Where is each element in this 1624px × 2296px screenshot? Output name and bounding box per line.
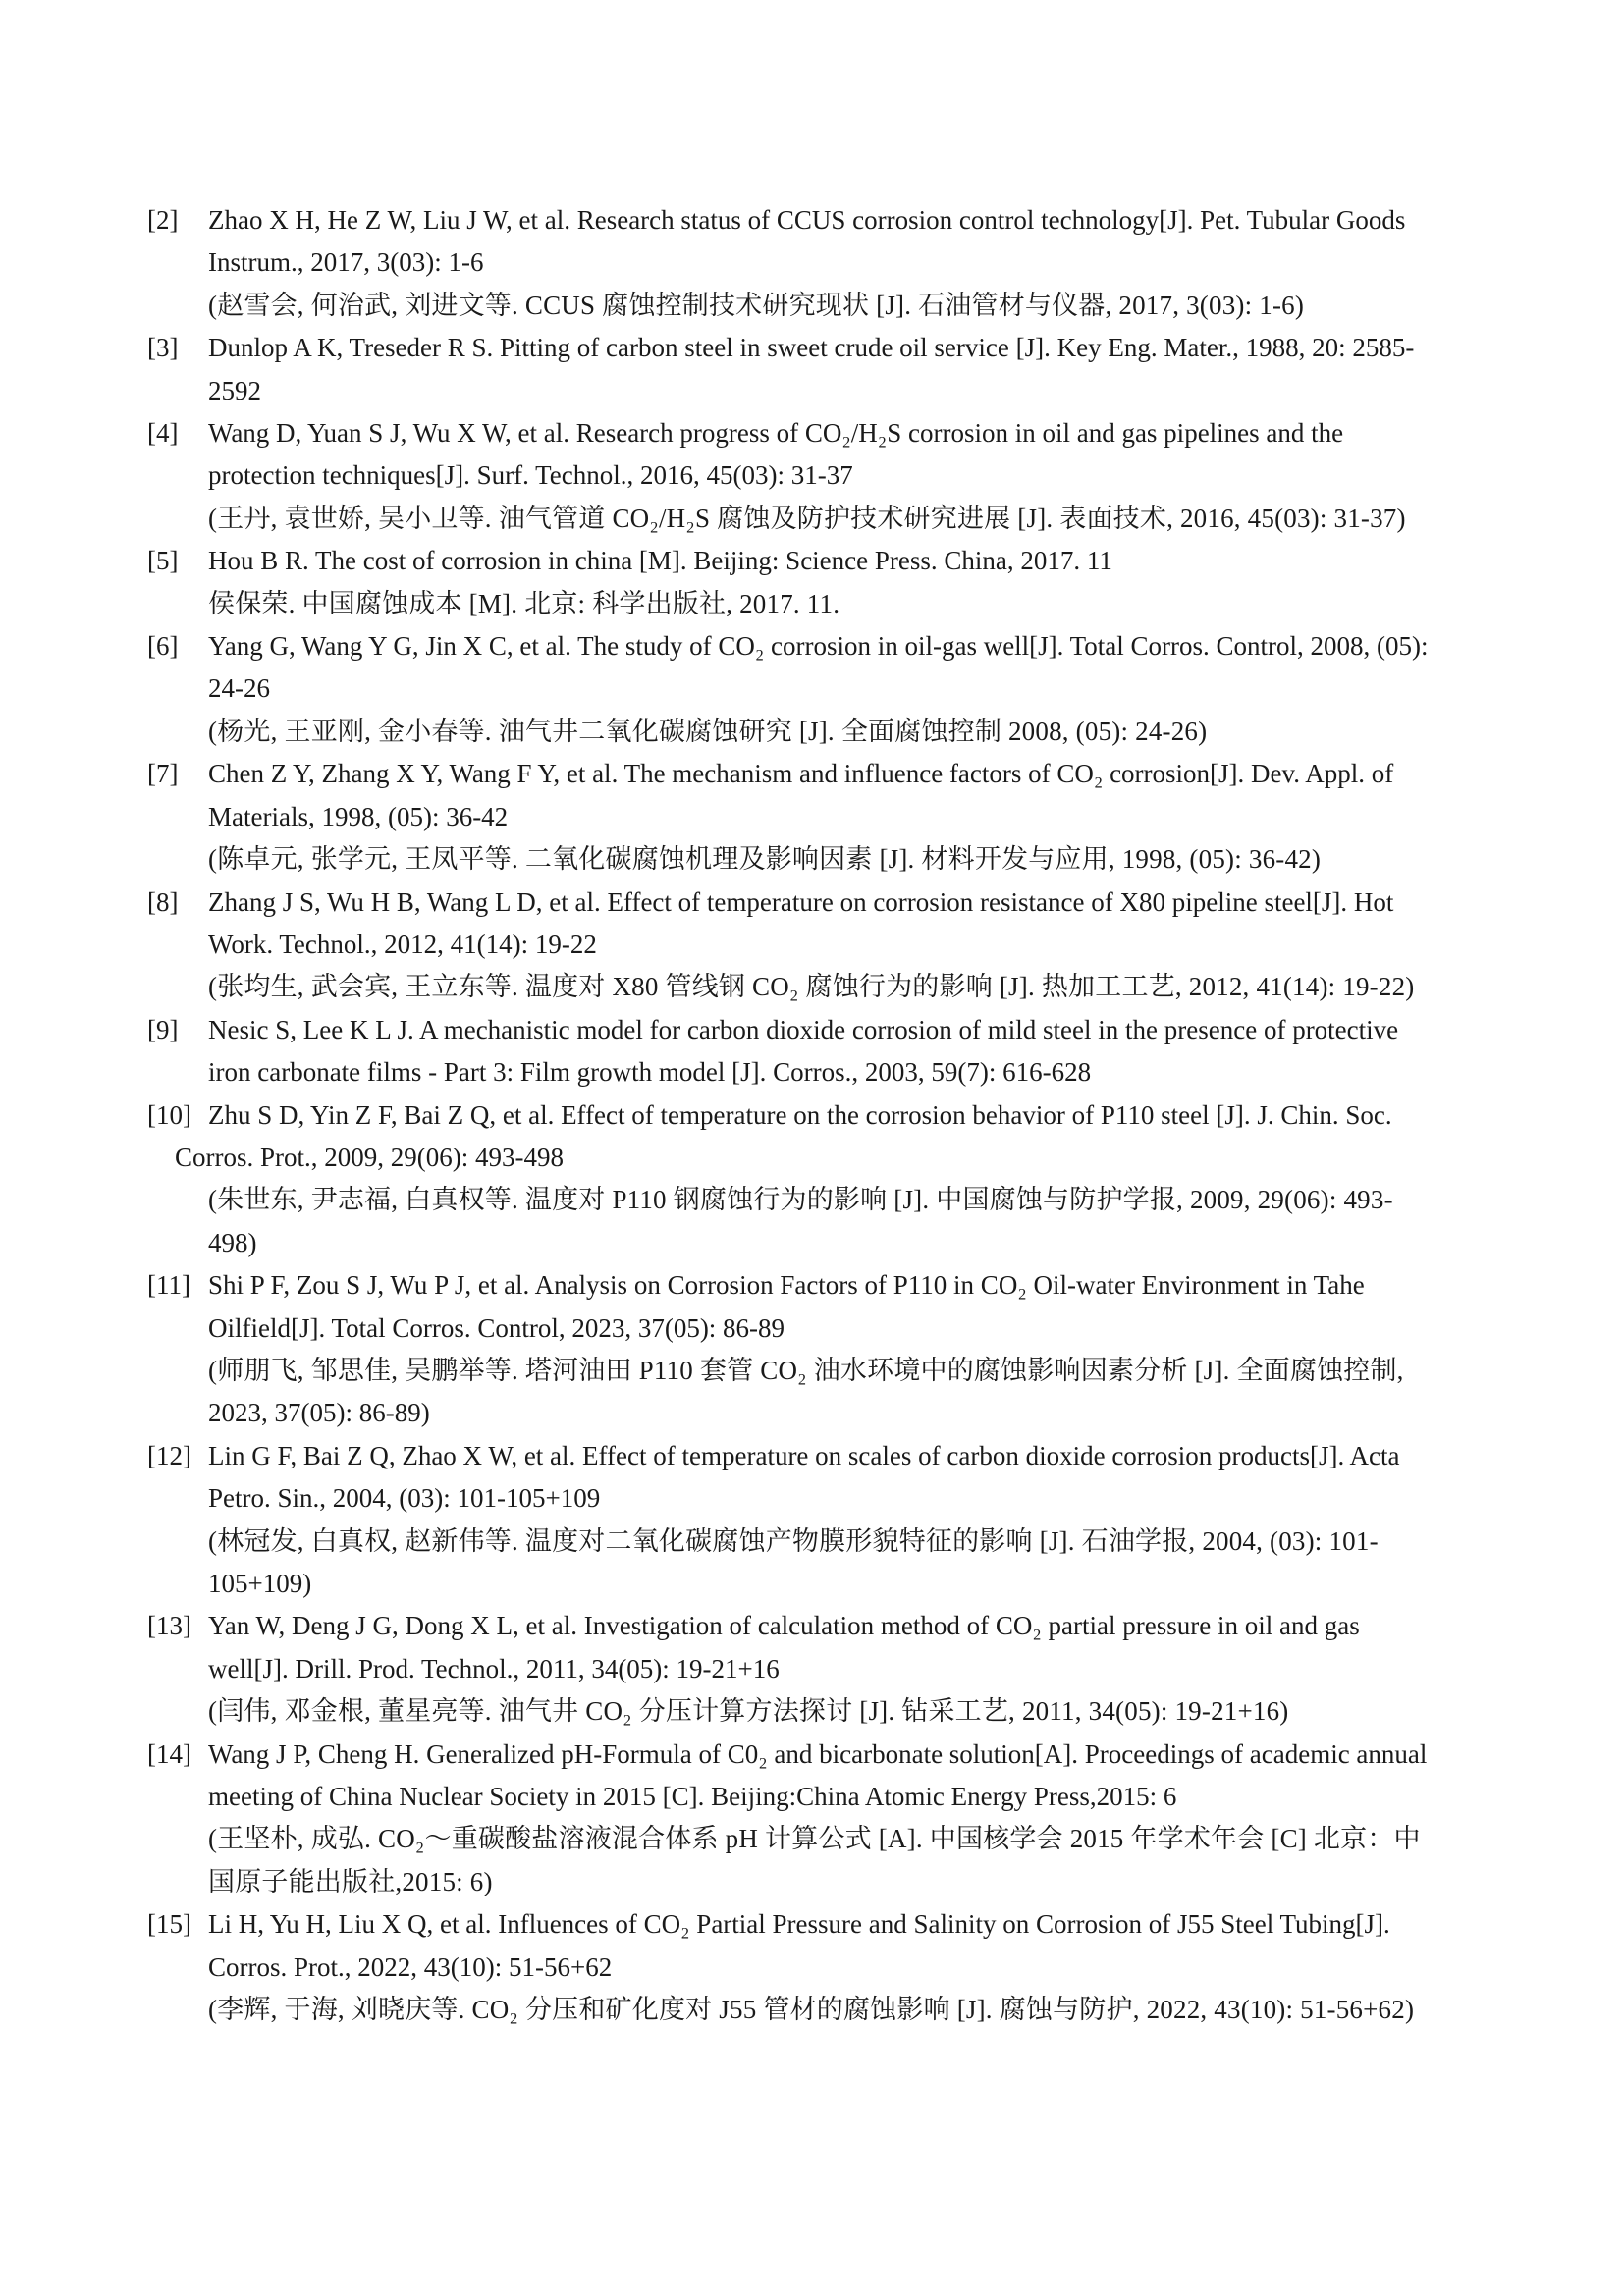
reference-entry bbox=[147, 1734, 1502, 1904]
reference-entry bbox=[147, 881, 1502, 1009]
reference-number: [8] bbox=[147, 886, 179, 917]
reference-line: (李辉, 于海, 刘晓庆等. CO₂ 分压和矿化度对 J55 管材的腐蚀影响 [J]. 腐蚀与防护, 2022, 43(10): 51-56+62) bbox=[208, 1995, 1415, 2025]
reference-number: [2] bbox=[147, 205, 179, 235]
reference-line: Instrum., 2017, 3(03): 1-6 bbox=[208, 247, 484, 278]
reference-number: [15] bbox=[147, 1909, 191, 1940]
reference-entry bbox=[147, 1605, 1502, 1733]
reference-line: Oilfield[J]. Total Corros. Control, 2023, 37(05): 86-89 bbox=[208, 1312, 785, 1343]
reference-line: (师朋飞, 邹思佳, 吴鹏举等. 塔河油田 P110 套管 CO₂ 油水环境中的腐蚀影响因素分析 [J]. 全面腐蚀控制, bbox=[208, 1355, 1404, 1385]
reference-line: protection techniques[J]. Surf. Technol., 2016, 45(03): 31-37 bbox=[208, 460, 853, 491]
reference-line: 2023, 37(05): 86-89) bbox=[208, 1398, 430, 1428]
reference-line: Nesic S, Lee K L J. A mechanistic model for carbon dioxide corrosion of mild steel in the presence of protective bbox=[208, 1014, 1399, 1044]
reference-line: (闫伟, 邓金根, 董星亮等. 油气井 CO₂ 分压计算方法探讨 [J]. 钻采工艺, 2011, 34(05): 19-21+16) bbox=[208, 1696, 1289, 1727]
reference-line: 国原子能出版社,2015: 6) bbox=[208, 1866, 493, 1896]
reference-line: Hou B R. The cost of corrosion in china [M]. Beijing: Science Press. China, 2017. 11 bbox=[208, 546, 1112, 576]
reference-number: [7] bbox=[147, 759, 179, 789]
reference-entry bbox=[147, 327, 1502, 412]
reference-line: (杨光, 王亚刚, 金小春等. 油气井二氧化碳腐蚀研究 [J]. 全面腐蚀控制 2008, (05): 24-26) bbox=[208, 716, 1208, 746]
reference-line: (赵雪会, 何治武, 刘进文等. CCUS 腐蚀控制技术研究现状 [J]. 石油管材与仪器, 2017, 3(03): 1-6) bbox=[208, 290, 1305, 320]
reference-line: Dunlop A K, Treseder R S. Pitting of carbon steel in sweet crude oil service [J]. Key Eng. Mater., 1988, 20: 2585- bbox=[208, 333, 1415, 363]
reference-entry bbox=[147, 753, 1502, 881]
reference-line: Zhang J S, Wu H B, Wang L D, et al. Effect of temperature on corrosion resistance of X80 pipeline steel[J]. Hot bbox=[208, 886, 1394, 917]
reference-line: 侯保荣. 中国腐蚀成本 [M]. 北京: 科学出版社, 2017. 11. bbox=[208, 588, 840, 618]
reference-entry bbox=[147, 625, 1502, 753]
reference-line: (朱世东, 尹志福, 白真权等. 温度对 P110 钢腐蚀行为的影响 [J]. 中国腐蚀与防护学报, 2009, 29(06): 493- bbox=[208, 1185, 1393, 1215]
reference-entry bbox=[147, 1095, 1502, 1265]
reference-line: Lin G F, Bai Z Q, Zhao X W, et al. Effect of temperature on scales of carbon dioxide corrosion products[J]. Acta bbox=[208, 1440, 1400, 1470]
reference-number: [4] bbox=[147, 418, 179, 449]
reference-line: 24-26 bbox=[208, 673, 270, 704]
reference-line: 498) bbox=[208, 1227, 257, 1257]
reference-line: meeting of China Nuclear Society in 2015 [C]. Beijing:China Atomic Energy Press,2015: 6 bbox=[208, 1782, 1177, 1812]
reference-line: 2592 bbox=[208, 375, 261, 405]
reference-line: Corros. Prot., 2009, 29(06): 493-498 bbox=[175, 1142, 564, 1172]
reference-number: [10] bbox=[147, 1099, 191, 1130]
reference-line: (张均生, 武会宾, 王立东等. 温度对 X80 管线钢 CO₂ 腐蚀行为的影响 [J]. 热加工工艺, 2012, 41(14): 19-22) bbox=[208, 972, 1415, 1002]
reference-line: (王坚朴, 成弘. CO₂～重碳酸盐溶液混合体系 pH 计算公式 [A]. 中国核学会 2015 年学术年会 [C] 北京：中 bbox=[208, 1824, 1421, 1854]
reference-entry bbox=[147, 1435, 1502, 1606]
reference-line: Chen Z Y, Zhang X Y, Wang F Y, et al. The mechanism and influence factors of CO₂ corrosion[J]. Dev. Appl. of bbox=[208, 759, 1394, 789]
reference-line: Wang J P, Cheng H. Generalized pH-Formula of C0₂ and bicarbonate solution[A]. Proceedings of academic annual bbox=[208, 1738, 1428, 1769]
reference-line: Li H, Yu H, Liu X Q, et al. Influences of CO₂ Partial Pressure and Salinity on Corrosion of J55 Steel Tubing[J]. bbox=[208, 1909, 1390, 1940]
reference-line: Yan W, Deng J G, Dong X L, et al. Investigation of calculation method of CO₂ partial pressure in oil and gas bbox=[208, 1611, 1360, 1641]
reference-number: [9] bbox=[147, 1014, 179, 1044]
reference-number: [6] bbox=[147, 631, 179, 662]
reference-line: well[J]. Drill. Prod. Technol., 2011, 34(05): 19-21+16 bbox=[208, 1653, 780, 1683]
reference-line: iron carbonate films - Part 3: Film growth model [J]. Corros., 2003, 59(7): 616-628 bbox=[208, 1057, 1092, 1088]
reference-number: [13] bbox=[147, 1611, 191, 1641]
reference-number: [5] bbox=[147, 546, 179, 576]
reference-list bbox=[147, 199, 1502, 2031]
reference-number: [3] bbox=[147, 333, 179, 363]
reference-line: Shi P F, Zou S J, Wu P J, et al. Analysis on Corrosion Factors of P110 in CO₂ Oil-water Environment in Tahe bbox=[208, 1270, 1365, 1301]
reference-line: Wang D, Yuan S J, Wu X W, et al. Research progress of CO₂/H₂S corrosion in oil and gas pipelines and the bbox=[208, 418, 1344, 449]
reference-line: Corros. Prot., 2022, 43(10): 51-56+62 bbox=[208, 1951, 613, 1982]
reference-line: (陈卓元, 张学元, 王凤平等. 二氧化碳腐蚀机理及影响因素 [J]. 材料开发与应用, 1998, (05): 36-42) bbox=[208, 844, 1322, 875]
reference-number: [14] bbox=[147, 1738, 191, 1769]
reference-line: Work. Technol., 2012, 41(14): 19-22 bbox=[208, 929, 597, 959]
reference-entry bbox=[147, 412, 1502, 540]
reference-line: Zhu S D, Yin Z F, Bai Z Q, et al. Effect of temperature on the corrosion behavior of P110 steel [J]. J. Chin. Soc. bbox=[208, 1099, 1392, 1130]
reference-line: 105+109) bbox=[208, 1569, 312, 1598]
reference-entry bbox=[147, 199, 1502, 327]
reference-number: [12] bbox=[147, 1440, 191, 1470]
reference-line: (林冠发, 白真权, 赵新伟等. 温度对二氧化碳腐蚀产物膜形貌特征的影响 [J]. 石油学报, 2004, (03): 101- bbox=[208, 1525, 1379, 1556]
reference-line: Materials, 1998, (05): 36-42 bbox=[208, 801, 509, 831]
reference-line: (王丹, 袁世娇, 吴小卫等. 油气管道 CO₂/H₂S 腐蚀及防护技术研究进展 [J]. 表面技术, 2016, 45(03): 31-37) bbox=[208, 503, 1406, 533]
reference-line: Petro. Sin., 2004, (03): 101-105+109 bbox=[208, 1483, 601, 1514]
reference-entry bbox=[147, 1903, 1502, 2031]
reference-line: Yang G, Wang Y G, Jin X C, et al. The study of CO₂ corrosion in oil-gas well[J]. Total Corros. Control, 2008, (05): bbox=[208, 631, 1429, 662]
reference-entry bbox=[147, 1009, 1502, 1095]
reference-entry bbox=[147, 540, 1502, 625]
reference-line: Zhao X H, He Z W, Liu J W, et al. Research status of CCUS corrosion control technology[J]. Pet. Tubular Goods bbox=[208, 205, 1406, 235]
reference-entry bbox=[147, 1264, 1502, 1435]
reference-number: [11] bbox=[147, 1270, 190, 1301]
